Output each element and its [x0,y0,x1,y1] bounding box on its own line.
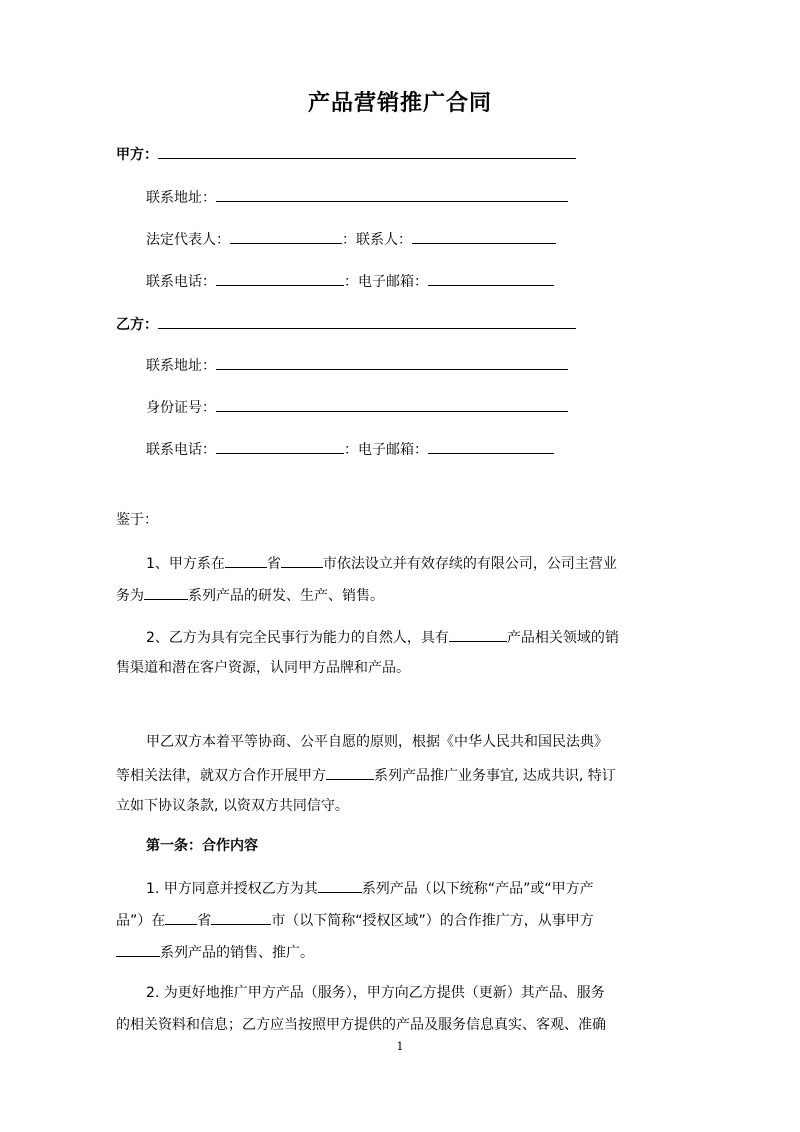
article1-clause2-line2: 的相关资料和信息；乙方应当按照甲方提供的产品及服务信息真实、客观、准确 [116,1017,606,1033]
party-b-phone-row [146,438,554,460]
agreement-series-blank [326,764,374,780]
document-title: 产品营销推广合同 [307,91,492,116]
whereas-item1-text-a: 1、甲方系在 [146,556,225,572]
article1-heading: 第一条：合作内容 [146,838,258,854]
whereas-item2-line1 [146,626,619,648]
whereas-item1-line2 [116,584,384,606]
party-a-row [116,143,576,165]
article1-c1-text-f: 系列产品的销售、推广。 [160,945,314,961]
article1-clause1-line2 [116,909,594,931]
party-b-blank [158,313,576,329]
party-b-address-label: 联系地址： [146,358,216,374]
article1-c1-text-e: 市（以下简称“授权区域”）的合作推广方，从事甲方 [271,913,594,929]
city-blank [281,552,323,568]
party-a-rep-label: 法定代表人： [146,232,230,248]
party-b-label: 乙方： [116,317,158,333]
article1-c1-text-c: 品”）在 [116,913,166,929]
party-a-rep-blank [230,228,342,244]
party-b-id-blank [216,396,568,412]
party-a-email-label: ：电子邮箱： [344,274,428,290]
article1-c1-text-d: 省 [197,913,212,929]
whereas-item1-text-d: 务为 [116,588,144,604]
article1-province-blank [165,909,197,925]
party-a-address-label: 联系地址： [146,190,216,206]
agreement-text-a: 等相关法律，就双方合作开展甲方 [116,768,326,784]
product-field-blank [449,626,507,642]
article1-clause1-line3 [116,941,314,963]
article1-c1-text-a: 1. 甲方同意并授权乙方为其 [146,881,318,897]
whereas-item1-text-e: 系列产品的研发、生产、销售。 [188,588,384,604]
party-b-email-blank [428,438,554,454]
agreement-line3: 立如下协议条款, 以资双方共同信守。 [116,798,349,814]
article1-city-blank [211,909,271,925]
page-number: 1 [396,1040,404,1053]
agreement-line1: 甲乙双方本着平等协商、公平自愿的原则，根据《中华人民共和国民法典》 [146,734,608,750]
party-b-address-row [146,354,568,376]
product-series-blank [144,584,188,600]
party-a-address-blank [216,186,568,202]
whereas-item2-text-a: 2、乙方为具有完全民事行为能力的自然人，具有 [146,630,449,646]
agreement-text-b: 系列产品推广业务事宜, 达成共识, 特订 [374,768,616,784]
agreement-line2 [116,764,616,786]
party-b-id-label: 身份证号： [146,400,216,416]
party-a-label: 甲方： [116,147,158,163]
whereas-item2-text-b: 产品相关领域的销 [506,630,619,646]
party-a-contact-blank [412,228,556,244]
article1-clause2-line1: 2. 为更好地推广甲方产品（服务），甲方向乙方提供（更新）其产品、服务 [146,985,605,1001]
article1-series-blank [318,877,362,893]
party-b-email-label: ：电子邮箱： [344,442,428,458]
party-b-id-row [146,396,568,418]
whereas-item1-line1 [146,552,617,574]
article1-clause1-line1 [146,877,594,899]
party-a-address-row [146,186,568,208]
whereas-item2-line2: 售渠道和潜在客户资源，认同甲方品牌和产品。 [116,660,410,676]
whereas-heading: 鉴于： [116,512,158,528]
party-a-phone-blank [216,270,344,286]
party-b-address-blank [216,354,568,370]
party-a-email-blank [428,270,554,286]
party-b-row [116,313,576,335]
article1-c1-text-b: 系列产品（以下统称“产品”或“甲方产 [361,881,594,897]
party-a-phone-label: 联系电话： [146,274,216,290]
party-b-phone-label: 联系电话： [146,442,216,458]
party-a-blank [158,143,576,159]
article1-series-blank-2 [116,941,160,957]
whereas-item1-text-c: 市依法设立并有效存续的有限公司，公司主营业 [322,556,617,572]
party-a-phone-row [146,270,554,292]
province-blank [225,552,267,568]
party-a-contact-label: ：联系人： [342,232,412,248]
party-b-phone-blank [216,438,344,454]
party-a-rep-row [146,228,556,250]
whereas-item1-text-b: 省 [266,556,281,572]
